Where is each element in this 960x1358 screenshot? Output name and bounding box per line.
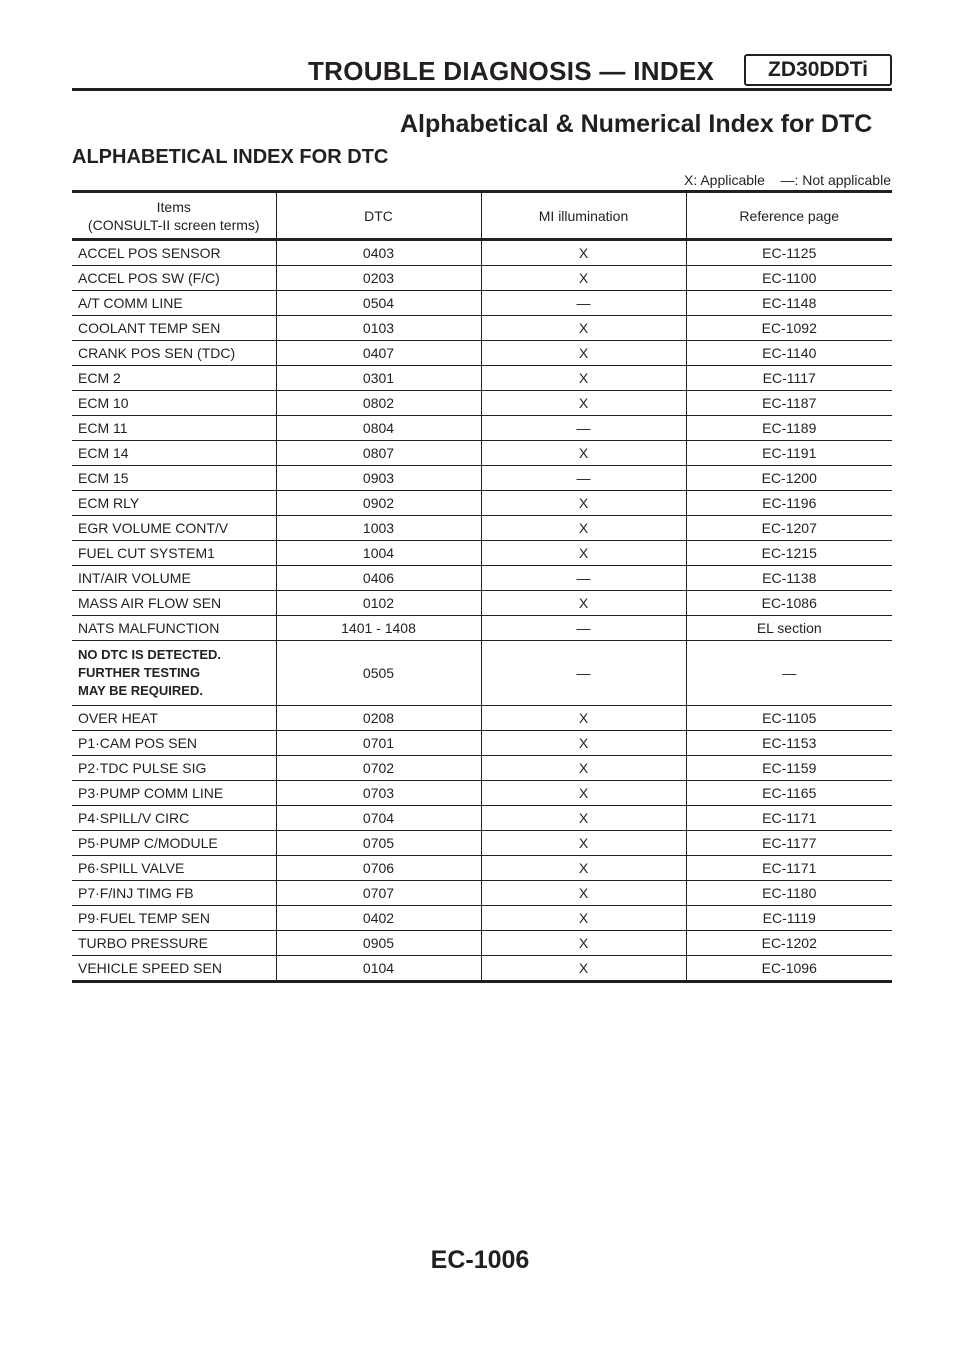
header-title: TROUBLE DIAGNOSIS — INDEX (308, 56, 715, 86)
reference-page-cell: EC-1200 (686, 466, 892, 491)
table-row (72, 366, 892, 391)
table-row (72, 831, 892, 856)
reference-page-cell: EC-1165 (686, 781, 892, 806)
dtc-cell: 0804 (276, 416, 481, 441)
dtc-cell: 0701 (276, 731, 481, 756)
reference-page-cell: EC-1148 (686, 291, 892, 316)
item-cell: P2·TDC PULSE SIG (72, 756, 276, 781)
table-row (72, 441, 892, 466)
column-header-items: Items (CONSULT-II screen terms) (87, 198, 260, 233)
reference-page-cell: — (686, 641, 892, 706)
dtc-cell: 0406 (276, 566, 481, 591)
table-row (72, 956, 892, 982)
reference-page-cell: EC-1140 (686, 341, 892, 366)
dtc-cell: 0705 (276, 831, 481, 856)
reference-page-cell: EC-1105 (686, 706, 892, 731)
item-cell: ECM 15 (72, 466, 276, 491)
reference-page-cell: EL section (686, 616, 892, 641)
mi-illumination-cell: X (481, 906, 686, 931)
mi-illumination-cell: X (481, 831, 686, 856)
table-row (72, 881, 892, 906)
mi-illumination-cell: X (481, 806, 686, 831)
reference-page-cell: EC-1196 (686, 491, 892, 516)
reference-page-cell: EC-1180 (686, 881, 892, 906)
mi-illumination-cell: X (481, 591, 686, 616)
reference-page-cell: EC-1202 (686, 931, 892, 956)
mi-illumination-cell: X (481, 441, 686, 466)
mi-illumination-cell: — (481, 416, 686, 441)
dtc-cell: 0102 (276, 591, 481, 616)
mi-illumination-cell: X (481, 956, 686, 982)
item-cell: P7·F/INJ TIMG FB (72, 881, 276, 906)
table-row (72, 341, 892, 366)
reference-page-cell: EC-1138 (686, 566, 892, 591)
item-cell: MASS AIR FLOW SEN (72, 591, 276, 616)
table-row (72, 266, 892, 291)
dtc-cell: 0505 (276, 641, 481, 706)
page-number: EC-1006 (430, 1246, 530, 1274)
mi-illumination-cell: X (481, 316, 686, 341)
item-cell: OVER HEAT (72, 706, 276, 731)
item-cell: ACCEL POS SENSOR (72, 240, 276, 266)
table-row (72, 616, 892, 641)
dtc-cell: 0407 (276, 341, 481, 366)
mi-illumination-cell: X (481, 266, 686, 291)
mi-illumination-cell: X (481, 856, 686, 881)
mi-illumination-cell: X (481, 341, 686, 366)
column-header-dtc: DTC (276, 192, 481, 240)
table-row (72, 240, 892, 266)
mi-illumination-cell: X (481, 516, 686, 541)
dtc-cell: 0802 (276, 391, 481, 416)
item-cell: P9·FUEL TEMP SEN (72, 906, 276, 931)
mi-illumination-cell: X (481, 731, 686, 756)
reference-page-cell: EC-1187 (686, 391, 892, 416)
table-row (72, 806, 892, 831)
reference-page-cell: EC-1207 (686, 516, 892, 541)
reference-page-cell: EC-1177 (686, 831, 892, 856)
item-cell: INT/AIR VOLUME (72, 566, 276, 591)
reference-page-cell: EC-1191 (686, 441, 892, 466)
dtc-cell: 1004 (276, 541, 481, 566)
reference-page-cell: EC-1153 (686, 731, 892, 756)
table-row (72, 416, 892, 441)
mi-illumination-cell: X (481, 240, 686, 266)
item-cell: CRANK POS SEN (TDC) (72, 341, 276, 366)
table-row (72, 731, 892, 756)
item-cell: ECM 10 (72, 391, 276, 416)
dtc-cell: 0905 (276, 931, 481, 956)
mi-illumination-cell: X (481, 391, 686, 416)
dtc-cell: 0203 (276, 266, 481, 291)
page-title: Alphabetical & Numerical Index for DTC (400, 110, 873, 138)
item-cell: VEHICLE SPEED SEN (72, 956, 276, 982)
item-cell: COOLANT TEMP SEN (72, 316, 276, 341)
reference-page-cell: EC-1096 (686, 956, 892, 982)
dtc-cell: 0402 (276, 906, 481, 931)
table-row (72, 291, 892, 316)
dtc-cell: 0903 (276, 466, 481, 491)
table-body (72, 240, 892, 982)
dtc-cell: 0504 (276, 291, 481, 316)
item-cell: EGR VOLUME CONT/V (72, 516, 276, 541)
item-cell: NO DTC IS DETECTED. FURTHER TESTING MAY BE REQUIRED. (72, 641, 276, 706)
dtc-cell: 0104 (276, 956, 481, 982)
dtc-cell: 0703 (276, 781, 481, 806)
mi-illumination-cell: X (481, 366, 686, 391)
table-header-row (72, 192, 892, 240)
reference-page-cell: EC-1215 (686, 541, 892, 566)
item-cell: P3·PUMP COMM LINE (72, 781, 276, 806)
item-cell: P6·SPILL VALVE (72, 856, 276, 881)
table-row (72, 641, 892, 706)
mi-illumination-cell: X (481, 491, 686, 516)
table-row (72, 491, 892, 516)
mi-illumination-cell: — (481, 566, 686, 591)
table-row (72, 516, 892, 541)
mi-illumination-cell: X (481, 931, 686, 956)
column-header-reference-page: Reference page (686, 192, 892, 240)
item-cell: P1·CAM POS SEN (72, 731, 276, 756)
dtc-cell: 0403 (276, 240, 481, 266)
table-row (72, 566, 892, 591)
reference-page-cell: EC-1086 (686, 591, 892, 616)
table-row (72, 781, 892, 806)
reference-page-cell: EC-1117 (686, 366, 892, 391)
reference-page-cell: EC-1171 (686, 856, 892, 881)
item-cell: FUEL CUT SYSTEM1 (72, 541, 276, 566)
legend-note: X: Applicable —: Not applicable (683, 172, 891, 188)
dtc-cell: 0301 (276, 366, 481, 391)
reference-page-cell: EC-1171 (686, 806, 892, 831)
item-cell: NATS MALFUNCTION (72, 616, 276, 641)
table-row (72, 931, 892, 956)
section-subtitle: ALPHABETICAL INDEX FOR DTC (72, 146, 389, 168)
dtc-cell: 0208 (276, 706, 481, 731)
item-cell: P4·SPILL/V CIRC (72, 806, 276, 831)
dtc-cell: 0103 (276, 316, 481, 341)
table-row (72, 856, 892, 881)
mi-illumination-cell: X (481, 541, 686, 566)
reference-page-cell: EC-1100 (686, 266, 892, 291)
dtc-cell: 1003 (276, 516, 481, 541)
dtc-cell: 0706 (276, 856, 481, 881)
table-row (72, 906, 892, 931)
dtc-cell: 0702 (276, 756, 481, 781)
dtc-cell: 0707 (276, 881, 481, 906)
reference-page-cell: EC-1119 (686, 906, 892, 931)
reference-page-cell: EC-1159 (686, 756, 892, 781)
mi-illumination-cell: — (481, 466, 686, 491)
dtc-cell: 1401 - 1408 (276, 616, 481, 641)
table-row (72, 316, 892, 341)
item-cell: A/T COMM LINE (72, 291, 276, 316)
page-header (72, 52, 892, 91)
reference-page-cell: EC-1092 (686, 316, 892, 341)
mi-illumination-cell: X (481, 881, 686, 906)
item-cell: ECM 2 (72, 366, 276, 391)
mi-illumination-cell: X (481, 781, 686, 806)
item-cell: P5·PUMP C/MODULE (72, 831, 276, 856)
item-cell: ECM 14 (72, 441, 276, 466)
table-row (72, 756, 892, 781)
table-row (72, 541, 892, 566)
item-cell: ECM RLY (72, 491, 276, 516)
table-row (72, 706, 892, 731)
dtc-index-table (72, 190, 892, 983)
dtc-cell: 0704 (276, 806, 481, 831)
reference-page-cell: EC-1189 (686, 416, 892, 441)
dtc-cell: 0807 (276, 441, 481, 466)
column-header-mi-illumination: MI illumination (481, 192, 686, 240)
item-cell: TURBO PRESSURE (72, 931, 276, 956)
mi-illumination-cell: — (481, 641, 686, 706)
mi-illumination-cell: — (481, 291, 686, 316)
table-row (72, 466, 892, 491)
table-row (72, 391, 892, 416)
mi-illumination-cell: — (481, 616, 686, 641)
mi-illumination-cell: X (481, 706, 686, 731)
dtc-cell: 0902 (276, 491, 481, 516)
item-cell: ACCEL POS SW (F/C) (72, 266, 276, 291)
reference-page-cell: EC-1125 (686, 240, 892, 266)
engine-model-badge: ZD30DDTi (744, 54, 892, 86)
item-cell: ECM 11 (72, 416, 276, 441)
mi-illumination-cell: X (481, 756, 686, 781)
table-row (72, 591, 892, 616)
